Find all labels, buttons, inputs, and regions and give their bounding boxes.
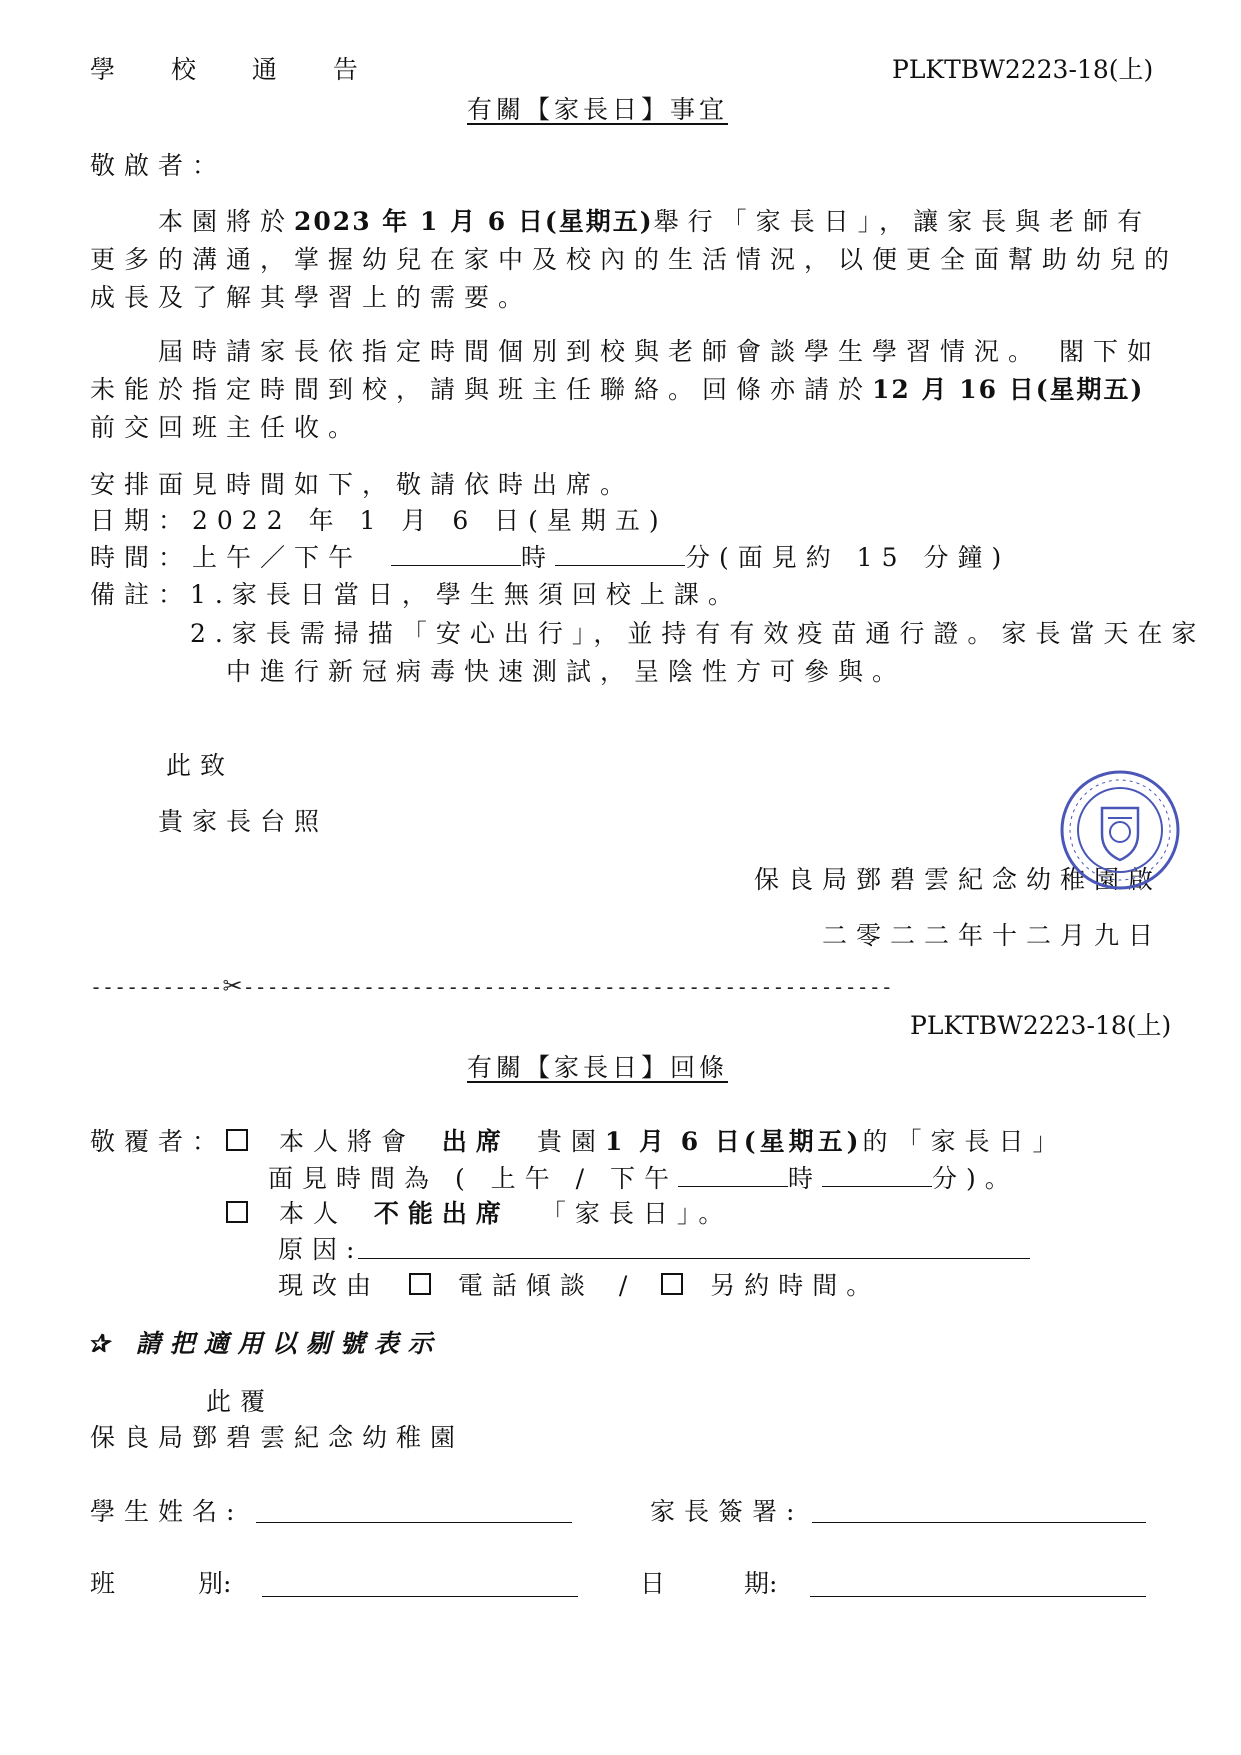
sender-name: 保良局鄧碧雲紀念幼稚園啟: [754, 865, 1163, 894]
alt-separator: /: [618, 1271, 637, 1300]
meet-hour-label: 時: [787, 1164, 822, 1193]
paragraph-2-line-3: 前交回班主任收。: [90, 413, 363, 442]
meet-minute-label: 分)。: [931, 1164, 1019, 1193]
remark-1: 1.家長日當日，學生無須回校上課。: [190, 580, 742, 609]
signed-date: 二零二二年十二月九日: [822, 921, 1163, 950]
class-label-1: 班: [90, 1569, 116, 1598]
parent-signature-label: 家長簽署:: [650, 1497, 804, 1526]
reason-field[interactable]: [358, 1258, 1030, 1259]
reply-school-name: 保良局鄧碧雲紀念幼稚園: [90, 1423, 465, 1452]
date-label-1: 日: [640, 1569, 666, 1598]
p1-rest: 舉行「家長日」，讓家長與老師有: [653, 207, 1152, 236]
date-field[interactable]: [810, 1596, 1146, 1597]
reply-reference-number: PLKTBW2223-18(上): [910, 1011, 1172, 1040]
notice-type: 學 校 通 告: [90, 55, 382, 84]
alt-prefix: 現改由: [278, 1271, 381, 1300]
phone-checkbox[interactable]: [409, 1273, 431, 1295]
date-line: 日期：2022 年 1 月 6 日(星期五): [90, 506, 668, 535]
class-label-2: 別:: [198, 1569, 232, 1598]
reply-lead: 敬覆者：: [90, 1127, 227, 1156]
event-date: 2023 年 1 月 6 日(星期五): [294, 207, 654, 236]
cut-dashes-left: -----------: [90, 975, 223, 998]
time-prefix: 時間：上午／下午: [90, 543, 363, 572]
remark-2-line-2: 中進行新冠病毒快速測試，呈陰性方可參與。: [226, 657, 907, 686]
other-time-checkbox[interactable]: [661, 1273, 683, 1295]
parent-signature-field[interactable]: [812, 1522, 1146, 1523]
remark-2-line-1: 2.家長需掃描「安心出行」，並持有有效疫苗通行證。家長當天在家: [190, 619, 1206, 648]
alternative-line: [278, 1268, 880, 1304]
hour-blank: [391, 539, 521, 566]
attend-date: 1 月 6 日(星期五): [604, 1127, 863, 1156]
paragraph-1-line-1: [158, 204, 1151, 240]
meet-prefix: 面見時間為 ( 上午 / 下午: [268, 1164, 678, 1193]
scissors-icon: ✂: [222, 974, 243, 998]
p2-text: 未能於指定時間到校，請與班主任聯絡。回條亦請於: [90, 375, 873, 404]
closing-addressee: 貴家長台照: [158, 807, 329, 836]
notice-title: 有關【家長日】事宜: [467, 95, 729, 124]
tick-instruction: ✰ 請把適用以剔號表示: [88, 1329, 442, 1358]
school-seal-icon: [1058, 768, 1182, 892]
alt-phone: 電話傾談: [457, 1271, 594, 1300]
meet-minute-blank[interactable]: [822, 1160, 932, 1187]
class-field[interactable]: [262, 1596, 578, 1597]
date-label-2: 期:: [744, 1569, 778, 1598]
reference-number: PLKTBW2223-18(上): [892, 55, 1154, 84]
attend-option: [226, 1124, 1066, 1160]
minute-blank: [555, 539, 685, 566]
absent-text-a: 本人: [278, 1199, 347, 1228]
time-minute-label: 分(面見約 15 分鐘): [684, 543, 1011, 572]
time-line: [90, 539, 1010, 576]
reply-closing: 此覆: [206, 1387, 275, 1416]
absent-checkbox[interactable]: [226, 1201, 248, 1223]
attend-checkbox[interactable]: [226, 1129, 248, 1151]
alt-other: 另約時間。: [710, 1271, 881, 1300]
reply-title: 有關【家長日】回條: [467, 1053, 729, 1082]
cut-line: [90, 974, 1130, 998]
attend-text-a: 本人將會: [278, 1127, 415, 1156]
reply-deadline: 12 月 16 日(星期五): [872, 375, 1145, 404]
attend-text-c: 的「家長日」: [862, 1127, 1067, 1156]
closing-ci-zhi: 此致: [166, 751, 235, 780]
attend-bold: 出席: [441, 1127, 510, 1156]
student-name-label: 學生姓名:: [90, 1497, 244, 1526]
absent-option: [226, 1196, 732, 1232]
paragraph-1-line-2: 更多的溝通，掌握幼兒在家中及校內的生活情況，以便更全面幫助幼兒的: [90, 245, 1179, 274]
cut-dashes-right: ------------------------------------------------------: [242, 975, 893, 998]
meet-hour-blank[interactable]: [678, 1160, 788, 1187]
paragraph-2-line-2: [90, 372, 1144, 408]
absent-bold: 不能出席: [373, 1199, 510, 1228]
salutation: 敬啟者：: [90, 151, 227, 180]
absent-text-b: 「家長日」。: [540, 1199, 733, 1228]
time-hour-label: 時: [520, 543, 555, 572]
reason-label: 原因:: [278, 1235, 364, 1264]
arrangement-line: 安排面見時間如下，敬請依時出席。: [90, 470, 635, 499]
remarks-label: 備註：: [90, 580, 193, 609]
p1-intro: 本園將於: [158, 207, 295, 236]
paragraph-2-line-1: 屆時請家長依指定時間個別到校與老師會談學生學習情況。 閣下如: [158, 337, 1161, 366]
meeting-time-line: [268, 1160, 1019, 1197]
attend-text-b: 貴園: [536, 1127, 605, 1156]
paragraph-1-line-3: 成長及了解其學習上的需要。: [90, 283, 533, 312]
student-name-field[interactable]: [256, 1522, 572, 1523]
